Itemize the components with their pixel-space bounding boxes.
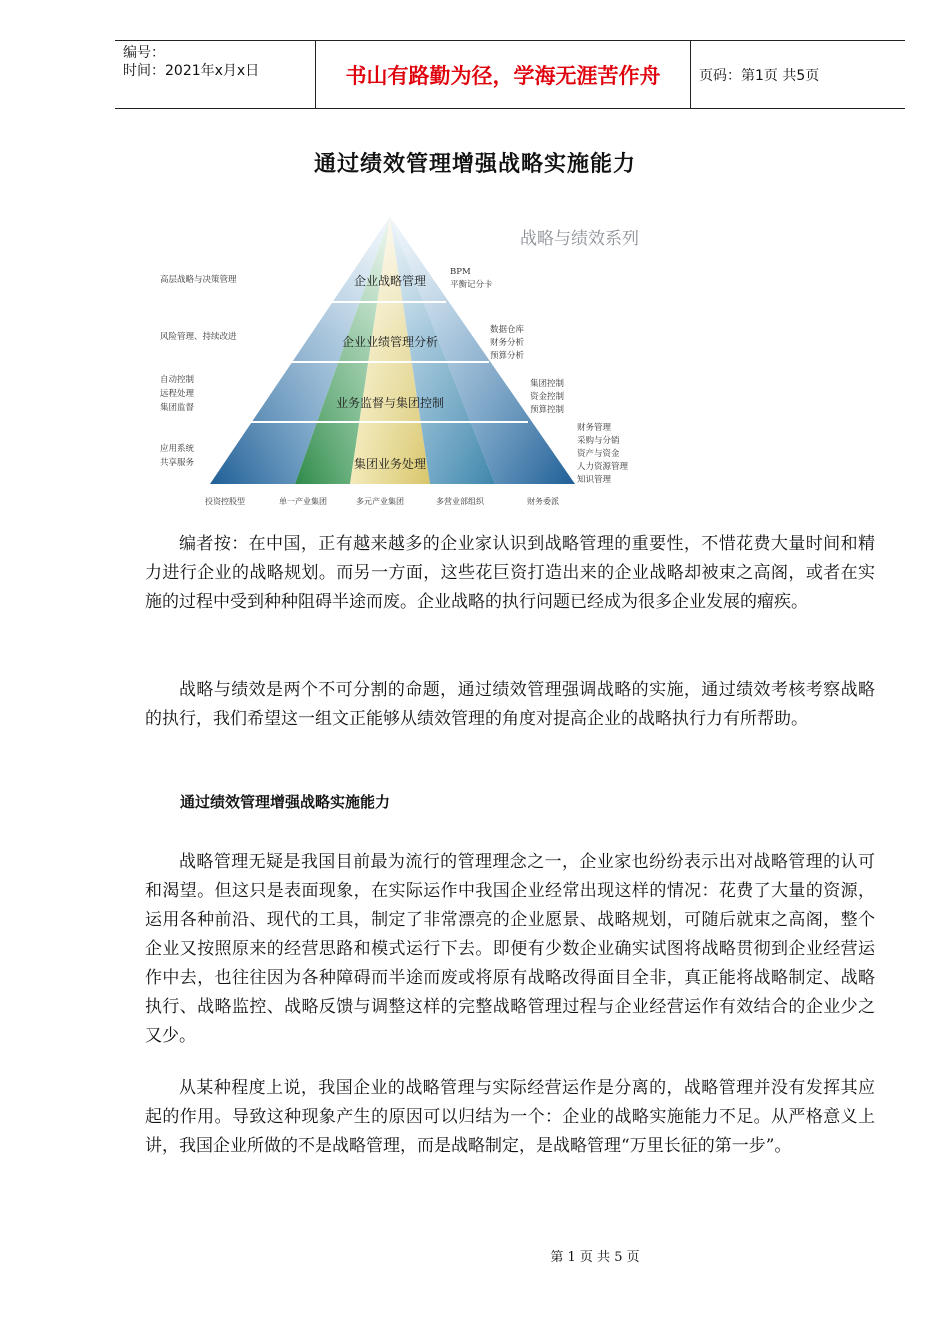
bottom-labels xyxy=(205,496,559,506)
left-label: 高层战略与决策管理 xyxy=(160,275,237,285)
right-label: 预算控制 xyxy=(530,405,565,415)
left-label: 共享服务 xyxy=(160,458,195,468)
strategy-performance-pyramid xyxy=(145,212,650,512)
page-info-cell xyxy=(691,41,905,108)
code-label: 编号： xyxy=(123,45,165,61)
motto-cell xyxy=(316,41,691,108)
left-label: 集团监督 xyxy=(160,403,195,413)
level-label: 企业业绩管理分析 xyxy=(341,335,439,349)
left-label: 自动控制 xyxy=(160,375,195,385)
time-label: 时间：2021年x月x日 xyxy=(123,63,260,79)
right-label: 集团控制 xyxy=(530,379,565,389)
right-label: BPM xyxy=(450,267,471,277)
left-label: 应用系统 xyxy=(160,444,195,454)
right-label: 资产与资金 xyxy=(577,449,620,459)
body-paragraph-1: 战略管理无疑是我国目前最为流行的管理理念之一，企业家也纷纷表示出对战略管理的认可和渴望。但这只是表面现象，在实际运作中我国企业经常出现这样的情况：花费了大量的资源，运用各种前沿、现代的工具，制定了非常漂亮的企业愿景、战略规划，可随后就束之高阁，整个企业又按照原来的经营思路和模式运行下去。即便有少数企业确实试图将战略贯彻到企业经营运作中去，也往往因为各种障碍而半途而废或将原有战略改得面目全非，真正能将战略制定、战略执行、战略监控、战略反馈与调整这样的完整战略管理过程与企业经营运作有效结合的企业少之又少。 xyxy=(145,852,875,1046)
right-label: 财务管理 xyxy=(577,423,612,433)
level-label: 业务监督与集团控制 xyxy=(335,396,445,410)
right-label: 预算分析 xyxy=(490,351,525,361)
right-label: 采购与分销 xyxy=(577,436,620,446)
left-labels xyxy=(160,274,237,468)
bottom-label: 投资控股型 xyxy=(205,497,245,506)
right-label: 财务分析 xyxy=(490,338,525,348)
body-paragraph-2: 从某种程度上说，我国企业的战略管理与实际经营运作是分离的，战略管理并没有发挥其应起的作用。导致这种现象产生的原因可以归结为一个：企业的战略实施能力不足。从严格意义上讲，我国企业所做的不是战略管理，而是战略制定，是战略管理“万里长征的第一步”。 xyxy=(145,1078,875,1156)
left-label: 风险管理、持续改进 xyxy=(160,332,237,342)
right-label: 平衡记分卡 xyxy=(450,280,493,290)
header-meta-cell xyxy=(115,41,316,108)
section-subheading: 通过绩效管理增强战略实施能力 xyxy=(180,793,391,811)
page-footer: 第 1 页 共 5 页 xyxy=(550,1250,640,1265)
intro-paragraph: 战略与绩效是两个不可分割的命题，通过绩效管理强调战略的实施，通过绩效考核考察战略的执行，我们希望这一组文正能够从绩效管理的角度对提高企业的战略执行力有所帮助。 xyxy=(145,680,875,729)
diagram-heading: 战略与绩效系列 xyxy=(520,229,639,249)
bottom-label: 单一产业集团 xyxy=(279,497,327,506)
editor-note-paragraph: 编者按：在中国，正有越来越多的企业家认识到战略管理的重要性，不惜花费大量时间和精力进行企业的战略规划。而另一方面，这些花巨资打造出来的企业战略却被束之高阁，或者在实施的过程中受到种种阻碍半途而废。企业战略的执行问题已经成为很多企业发展的瘤疾。 xyxy=(145,534,875,612)
right-label: 人力资源管理 xyxy=(577,462,629,472)
bottom-label: 多元产业集团 xyxy=(356,497,404,506)
right-label: 知识管理 xyxy=(577,475,612,485)
motto-text: 书山有路勤为径，学海无涯苦作舟 xyxy=(345,63,661,88)
document-title: 通过绩效管理增强战略实施能力 xyxy=(313,151,636,177)
page-info: 页码：第1页 共5页 xyxy=(699,67,820,84)
bottom-label: 多营业部组织 xyxy=(436,497,484,506)
left-label: 远程处理 xyxy=(160,389,195,399)
bottom-label: 财务委派 xyxy=(527,497,559,506)
right-label: 数据仓库 xyxy=(490,325,525,335)
level-label: 集团业务处理 xyxy=(353,457,427,471)
right-label: 资金控制 xyxy=(530,392,565,402)
level-label: 企业战略管理 xyxy=(353,274,427,288)
page-header xyxy=(115,40,905,109)
